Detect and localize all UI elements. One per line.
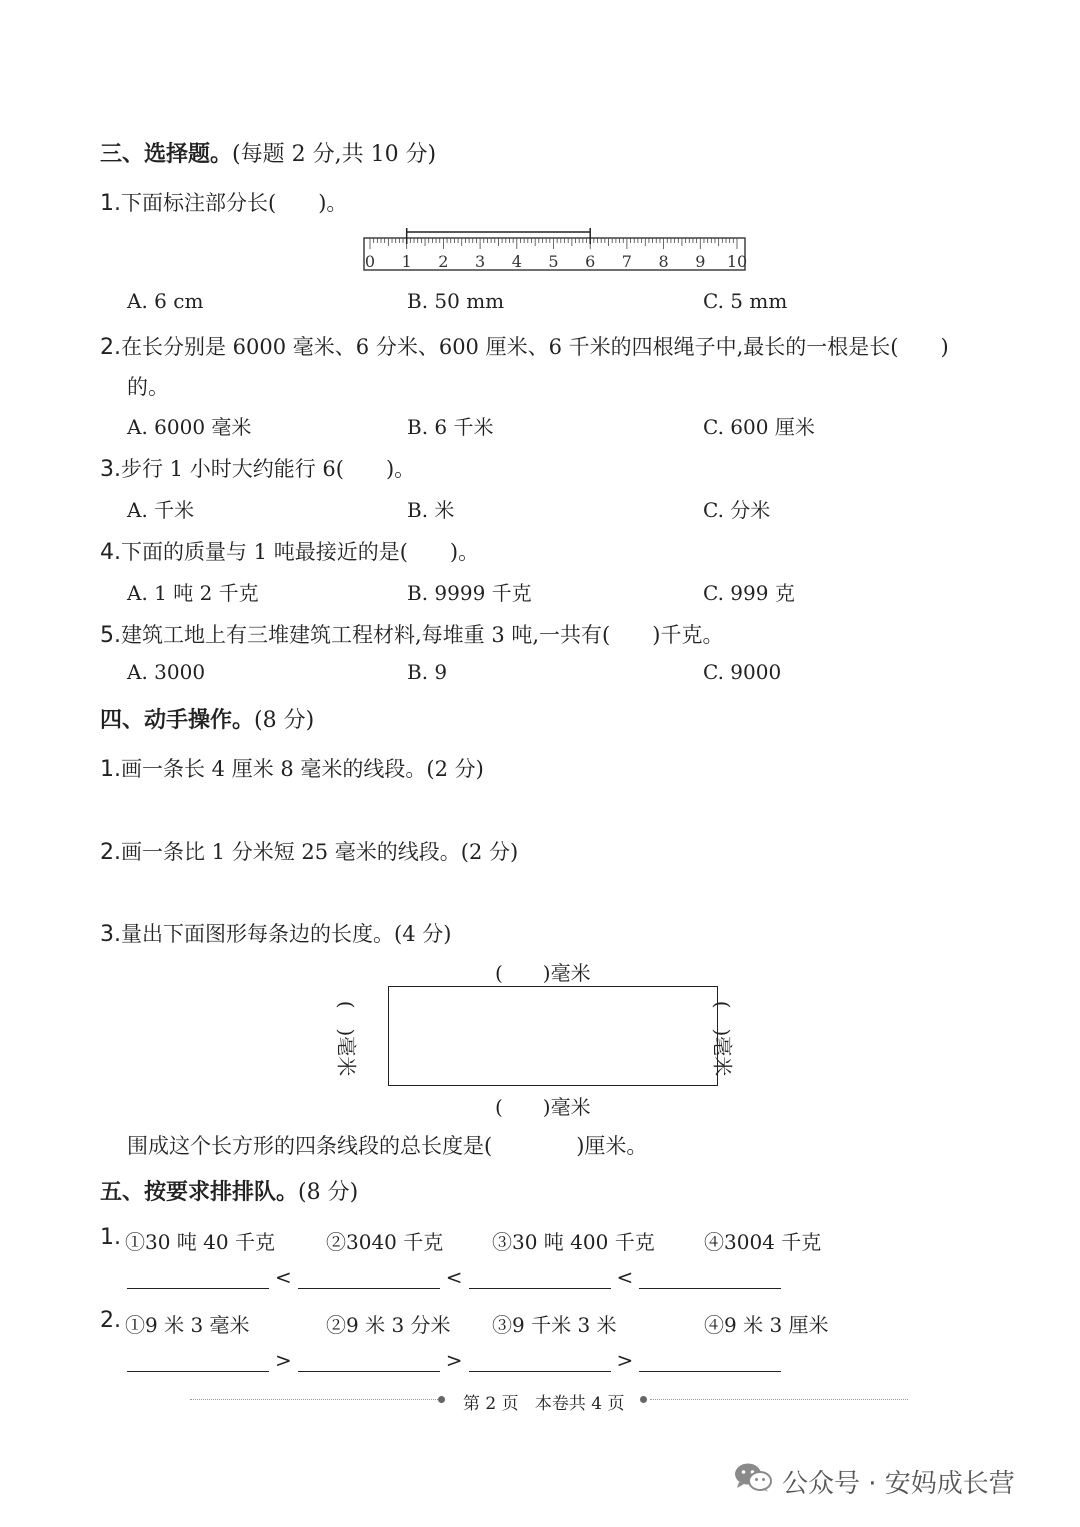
footer-page-info xyxy=(463,1389,624,1414)
relation-sign: < xyxy=(445,1265,463,1289)
s3-q5-option-a: A. 3000 xyxy=(127,660,206,684)
question-text: 下面标注部分长( )。 xyxy=(121,191,348,215)
footer-page: 第 2 页 xyxy=(463,1394,519,1414)
ruler-label: 10 xyxy=(726,252,748,271)
ruler-label: 1 xyxy=(401,252,412,271)
rect-top-label: ( )毫米 xyxy=(495,961,591,985)
section3-heading xyxy=(100,137,436,168)
relation-sign: < xyxy=(616,1265,634,1289)
s5-q2-item-1: ①9 米 3 毫米 xyxy=(125,1313,250,1337)
question-number: 4. xyxy=(100,540,121,565)
section4-title: 四、动手操作。 xyxy=(100,708,255,733)
footer-dotted-right xyxy=(650,1399,908,1400)
ruler-label: 6 xyxy=(585,252,596,271)
ruler-label: 8 xyxy=(658,252,669,271)
relation-sign: > xyxy=(445,1348,463,1372)
s3-q1-option-b: B. 50 mm xyxy=(407,289,505,313)
footer-dot-right xyxy=(640,1396,647,1403)
s5-q2-item-3: ③9 千米 3 米 xyxy=(492,1313,617,1337)
section3-title: 三、选择题。 xyxy=(100,142,233,167)
section5-points: (8 分) xyxy=(298,1180,359,1205)
ruler-label: 0 xyxy=(364,252,376,271)
rect-bottom-label: ( )毫米 xyxy=(495,1095,591,1119)
s5-q1-item-3: ③30 吨 400 千克 xyxy=(492,1230,655,1254)
s3-question-1 xyxy=(100,187,347,217)
s3-q3-option-a: A. 千米 xyxy=(127,498,195,522)
s3-q3-option-c: C. 分米 xyxy=(703,498,771,522)
footer-dot-left xyxy=(438,1396,445,1403)
section4-points: (8 分) xyxy=(254,708,315,733)
ruler-label: 5 xyxy=(548,252,559,271)
s3-question-2-cont: 的。 xyxy=(127,375,169,399)
section5-heading xyxy=(100,1175,358,1206)
question-text: 在长分别是 6000 毫米、6 分米、600 厘米、6 千米的四根绳子中,最长的一根是长( ) xyxy=(121,335,949,359)
answer-blank[interactable] xyxy=(639,1349,781,1372)
question-text: 建筑工地上有三堆建筑工程材料,每堆重 3 吨,一共有( )千克。 xyxy=(121,623,724,647)
watermark-text: 公众号 · 安妈成长营 xyxy=(782,1469,1015,1499)
answer-blank[interactable] xyxy=(469,1266,611,1289)
ruler-label: 4 xyxy=(511,252,522,271)
s5-q1-item-4: ④3004 千克 xyxy=(704,1230,822,1254)
s3-q2-option-b: B. 6 千米 xyxy=(407,415,494,439)
answer-blank[interactable] xyxy=(639,1266,781,1289)
s3-q5-option-c: C. 9000 xyxy=(703,660,782,684)
question-number: 5. xyxy=(100,623,121,648)
relation-sign: < xyxy=(275,1265,292,1289)
question-text: 画一条比 1 分米短 25 毫米的线段。(2 分) xyxy=(121,840,519,864)
question-number: 3. xyxy=(100,922,121,947)
s5-q1-item-2: ②3040 千克 xyxy=(326,1230,444,1254)
question-text: 量出下面图形每条边的长度。(4 分) xyxy=(121,922,452,946)
answer-blank[interactable] xyxy=(127,1266,269,1289)
s5-q2-item-2: ②9 米 3 分米 xyxy=(326,1313,451,1337)
s3-q4-option-b: B. 9999 千克 xyxy=(407,581,532,605)
s3-q2-option-c: C. 600 厘米 xyxy=(703,415,815,439)
s3-q1-option-c: C. 5 mm xyxy=(703,289,788,313)
answer-blank[interactable] xyxy=(127,1349,269,1372)
answer-blank[interactable] xyxy=(298,1349,440,1372)
section5-title: 五、按要求排排队。 xyxy=(100,1180,299,1205)
s5-q1-number: 1. xyxy=(100,1225,121,1250)
section3-points: (每题 2 分,共 10 分) xyxy=(232,142,437,167)
relation-sign: > xyxy=(616,1348,634,1372)
s3-question-4 xyxy=(100,536,479,566)
relation-sign: > xyxy=(275,1348,292,1372)
answer-blank[interactable] xyxy=(469,1349,611,1372)
ruler-label: 2 xyxy=(438,252,449,271)
s3-q4-option-c: C. 999 克 xyxy=(703,581,795,605)
footer-total: 本卷共 4 页 xyxy=(534,1394,625,1414)
question-number: 2. xyxy=(100,840,121,865)
s5-q1-answer-row xyxy=(127,1265,781,1289)
question-number: 3. xyxy=(100,457,121,482)
s3-q5-option-b: B. 9 xyxy=(407,660,448,684)
section4-heading xyxy=(100,703,314,734)
ruler-label: 3 xyxy=(475,252,486,271)
s5-q2-item-4: ④9 米 3 厘米 xyxy=(704,1313,829,1337)
s3-q1-option-a: A. 6 cm xyxy=(127,289,204,313)
rect-right-label: ( )毫米 xyxy=(710,1000,735,1077)
question-number: 1. xyxy=(100,191,121,216)
s5-q2-answer-row xyxy=(127,1348,781,1372)
question-number: 2. xyxy=(100,335,121,360)
s3-question-3 xyxy=(100,453,415,483)
s4-question-1 xyxy=(100,753,484,783)
question-text: 步行 1 小时大约能行 6( )。 xyxy=(121,457,416,481)
measure-rectangle xyxy=(388,986,718,1086)
ruler-figure xyxy=(360,226,750,276)
answer-blank[interactable] xyxy=(298,1266,440,1289)
rect-left-label: ( )毫米 xyxy=(334,1000,359,1077)
s3-q3-option-b: B. 米 xyxy=(407,498,455,522)
question-text: 下面的质量与 1 吨最接近的是( )。 xyxy=(121,540,480,564)
question-number: 1. xyxy=(100,757,121,782)
ruler-label: 9 xyxy=(695,252,706,271)
s5-q2-number: 2. xyxy=(100,1308,121,1333)
s4-question-2 xyxy=(100,836,518,866)
s3-q2-option-a: A. 6000 毫米 xyxy=(127,415,252,439)
s3-q4-option-a: A. 1 吨 2 千克 xyxy=(127,581,259,605)
s3-question-5 xyxy=(100,619,723,649)
s3-question-2 xyxy=(100,331,949,361)
ruler-label: 7 xyxy=(621,252,632,271)
s4-total-length: 围成这个长方形的四条线段的总长度是( )厘米。 xyxy=(127,1134,648,1158)
footer-dotted-left xyxy=(190,1399,440,1400)
s4-question-3 xyxy=(100,918,451,948)
s5-q1-item-1: ①30 吨 40 千克 xyxy=(125,1230,275,1254)
wechat-icon xyxy=(733,1461,773,1493)
question-text: 画一条长 4 厘米 8 毫米的线段。(2 分) xyxy=(121,757,484,781)
